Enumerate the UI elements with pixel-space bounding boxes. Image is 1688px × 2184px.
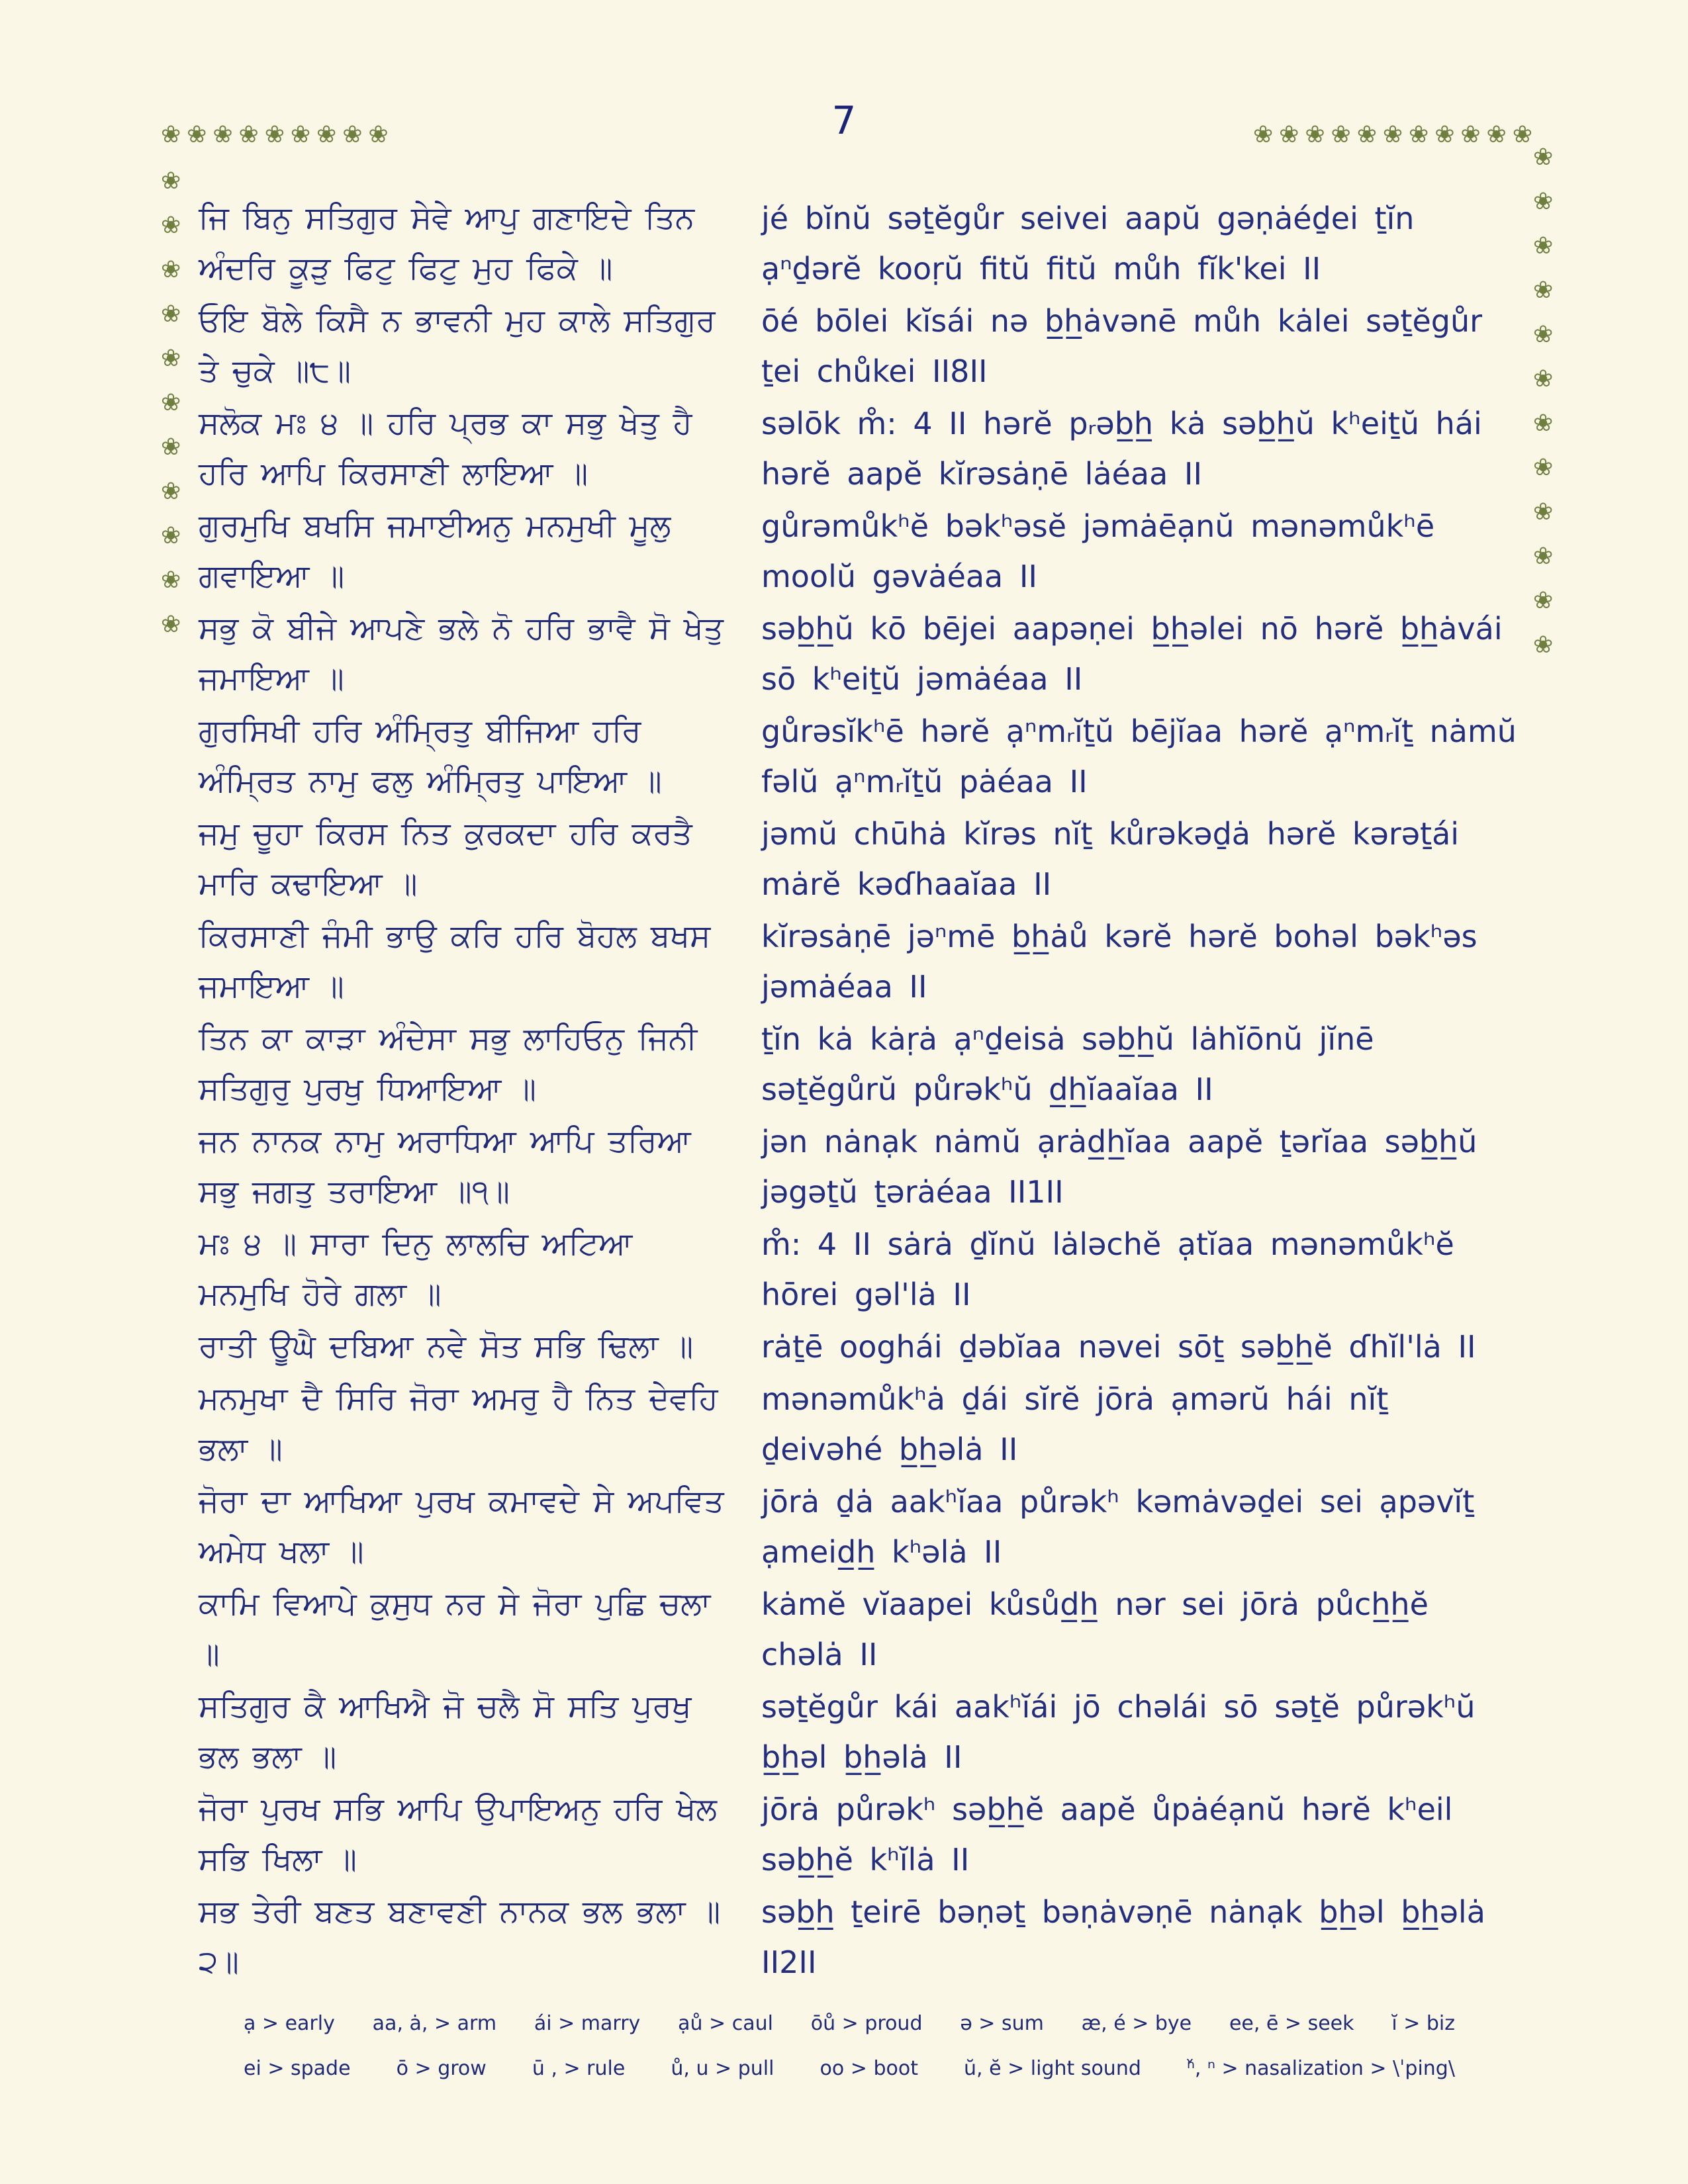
- flower-ornament-icon: ❀: [1460, 121, 1481, 148]
- flower-ornament-icon: ❀: [1486, 121, 1507, 148]
- flower-ornament-icon: ❀: [187, 121, 207, 148]
- pronunciation-key-item: ů, u > pull: [671, 2057, 774, 2080]
- roman-transliteration-verse: səb̲h̲ ṯeirē bəṇəṯ bəṇȧvəṇē nȧnạk b̲h̲əl b̲h̲əlȧ II2II: [761, 1894, 1485, 1980]
- roman-transliteration-verse: səlōk m̊: 4 II hərĕ pᵣəb̲h̲ kȧ səb̲h̲ŭ kʰeiṯŭ hái hərĕ aapĕ kĭrəsȧṇē lȧéaa II: [761, 406, 1482, 492]
- flower-ornament-icon: ❀: [1409, 121, 1429, 148]
- verse-row: [199, 1477, 1519, 1577]
- verse-row: [199, 911, 1519, 1012]
- gurmukhi-verse: ਮਃ ੪ ॥ ਸਾਰਾ ਦਿਨੁ ਲਾਲਚਿ ਅਟਿਆ ਮਨਮੁਖਿ ਹੋਰੇ ਗਲਾ ॥: [199, 1226, 633, 1312]
- gurmukhi-verse: ਕਾਮਿ ਵਿਆਪੇ ਕੁਸੁਧ ਨਰ ਸੇ ਜੋਰਾ ਪੁਛਿ ਚਲਾ ॥: [199, 1586, 711, 1672]
- flower-ornament-icon: ❀: [1512, 121, 1532, 148]
- flower-ornament-icon: ❀: [161, 167, 181, 195]
- verse-row: [199, 501, 1519, 602]
- pronunciation-key-item: oo > boot: [820, 2057, 918, 2080]
- gurmukhi-verse: ਜੋਰਾ ਦਾ ਆਖਿਆ ਪੁਰਖ ਕਮਾਵਦੇ ਸੇ ਅਪਵਿਤ ਅਮੇਧ ਖਲਾ ॥: [199, 1483, 724, 1570]
- flower-ornament-icon: ❀: [1533, 498, 1554, 525]
- flower-ornament-icon: ❀: [238, 121, 259, 148]
- roman-transliteration-verse: rȧṯē ooghái ḏəbĭaa nəvei sōṯ səb̲h̲ĕ ɗhĭl'lȧ II: [761, 1329, 1476, 1365]
- ornament-column-left: [161, 169, 181, 637]
- flower-ornament-icon: ❀: [316, 121, 337, 148]
- flower-ornament-icon: ❀: [1533, 454, 1554, 481]
- verse-row: [199, 193, 1519, 294]
- pronunciation-key-row-1: [244, 2012, 1455, 2035]
- pronunciation-key-item: æ, é > bye: [1081, 2012, 1192, 2035]
- ornament-column-right: [1533, 146, 1553, 657]
- roman-transliteration-verse: ōé bōlei kĭsái nə b̲h̲ȧvənē můh kȧlei səṯĕgůr ṯei chůkei II8II: [761, 303, 1483, 389]
- flower-ornament-icon: ❀: [1356, 121, 1377, 148]
- roman-transliteration-verse: m̊: 4 II sȧrȧ ḏĭnŭ lȧləchĕ ạtĭaa mənəmůkʰĕ hōrei gəl'lȧ II: [761, 1226, 1454, 1312]
- verse-row: [199, 1579, 1519, 1680]
- flower-ornament-icon: ❀: [1253, 121, 1274, 148]
- pronunciation-key-item: ạů > caul: [678, 2012, 773, 2035]
- flower-ornament-icon: ❀: [1434, 121, 1455, 148]
- flower-ornament-icon: ❀: [161, 212, 181, 239]
- gurmukhi-verse: ਤਿਨ ਕਾ ਕਾੜਾ ਅੰਦੇਸਾ ਸਭੁ ਲਾਹਿਓਨੁ ਜਿਨੀ ਸਤਿਗੁਰੁ ਪੁਰਖੁ ਧਿਆਇਆ ॥: [199, 1021, 698, 1107]
- flower-ornament-icon: ❀: [161, 611, 181, 638]
- flower-ornament-icon: ❀: [161, 256, 181, 283]
- gurmukhi-verse: ਜੋਰਾ ਪੁਰਖ ਸਭਿ ਆਪਿ ਉਪਾਇਅਨੁ ਹਰਿ ਖੇਲ ਸਭਿ ਖਿਲਾ ॥: [199, 1791, 718, 1878]
- roman-transliteration-verse: gůrəsĭkʰē hərĕ ạⁿmᵣĭṯŭ bējĭaa hərĕ ạⁿmᵣĭṯ nȧmŭ fəlŭ ạⁿmᵣĭṯŭ pȧéaa II: [761, 713, 1517, 799]
- roman-transliteration-verse: ṯĭn kȧ kȧṛȧ ạⁿḏeisȧ səb̲h̲ŭ lȧhĭōnŭ jĭnē səṯĕgůrŭ půrəkʰŭ d̲h̲ĭaaĭaa II: [761, 1021, 1374, 1107]
- flower-ornament-icon: ❀: [1533, 277, 1554, 304]
- pronunciation-key-item: ạ > early: [244, 2012, 335, 2035]
- verse-row: [199, 1219, 1519, 1320]
- gurmukhi-verse: ਜਮੁ ਚੂਹਾ ਕਿਰਸ ਨਿਤ ਕੁਰਕਦਾ ਹਰਿ ਕਰਤੈ ਮਾਰਿ ਕਢਾਇਆ ॥: [199, 815, 692, 902]
- pronunciation-key-item: ⁿ̌, ⁿ > nasalization > \ˈping\: [1186, 2057, 1455, 2080]
- flower-ornament-icon: ❀: [161, 121, 181, 148]
- pronunciation-key-item: ōů > proud: [810, 2012, 923, 2035]
- flower-ornament-icon: ❀: [1331, 121, 1351, 148]
- flower-ornament-icon: ❀: [161, 433, 181, 461]
- gurmukhi-verse: ਗੁਰਸਿਖੀ ਹਰਿ ਅੰਮ੍ਰਿਤੁ ਬੀਜਿਆ ਹਰਿ ਅੰਮ੍ਰਿਤ ਨਾਮੁ ਫਲੁ ਅੰਮ੍ਰਿਤੁ ਪਾਇਆ ॥: [199, 713, 662, 799]
- pronunciation-key-row-2: [244, 2057, 1455, 2080]
- verse-row: [199, 1784, 1519, 1885]
- verse-row: [199, 1014, 1519, 1115]
- verse-row: [199, 296, 1519, 396]
- flower-ornament-icon: ❀: [161, 478, 181, 505]
- flower-ornament-icon: ❀: [1533, 365, 1554, 392]
- verse-row: [199, 1322, 1519, 1372]
- roman-transliteration-verse: mənəmůkʰȧ ḏái sĭrĕ jōrȧ ạmərŭ hái nĭṯ ḏeivəhé b̲h̲əlȧ II: [761, 1381, 1389, 1467]
- flower-ornament-icon: ❀: [1305, 121, 1325, 148]
- flower-ornament-icon: ❀: [1279, 121, 1299, 148]
- pronunciation-key-item: ō > grow: [396, 2057, 487, 2080]
- flower-ornament-icon: ❀: [212, 121, 233, 148]
- verse-row: [199, 706, 1519, 807]
- roman-transliteration-verse: gůrəmůkʰĕ bəkʰəsĕ jəmȧēạnŭ mənəmůkʰē moolŭ gəvȧéaa II: [761, 508, 1435, 594]
- flower-ornament-icon: ❀: [161, 345, 181, 372]
- verse-row: [199, 1887, 1519, 1987]
- flower-ornament-icon: ❀: [264, 121, 285, 148]
- verse-list: [199, 193, 1519, 1989]
- pronunciation-key-item: ee, ē > seek: [1229, 2012, 1354, 2035]
- flower-ornament-icon: ❀: [161, 567, 181, 594]
- pronunciation-key-item: aa, ȧ, > arm: [372, 2012, 497, 2035]
- gurmukhi-verse: ਰਾਤੀ ਊਘੈ ਦਬਿਆ ਨਵੇ ਸੋਤ ਸਭਿ ਢਿਲਾ ॥: [199, 1328, 694, 1365]
- ornament-row-top-left: [161, 123, 389, 147]
- roman-transliteration-verse: jəmŭ chūhȧ kĭrəs nĭṯ kůrəkəḏȧ hərĕ kərəṯái mȧrĕ kəɗhaaĭaa II: [761, 816, 1460, 902]
- flower-ornament-icon: ❀: [161, 300, 181, 328]
- gurmukhi-verse: ਸਤਿਗੁਰ ਕੈ ਆਖਿਐ ਜੋ ਚਲੈ ਸੋ ਸਤਿ ਪੁਰਖੁ ਭਲ ਭਲਾ ॥: [199, 1688, 692, 1775]
- verse-row: [199, 1374, 1519, 1475]
- roman-transliteration-verse: kĭrəsȧṇē jəⁿmē b̲h̲ȧů kərĕ hərĕ bohəl bəkʰəs jəmȧéaa II: [761, 919, 1477, 1005]
- roman-transliteration-verse: səṯĕgůr kái aakʰĭái jō chəlái sō səṯĕ půrəkʰŭ b̲h̲əl b̲h̲əlȧ II: [761, 1689, 1476, 1775]
- verse-row: [199, 398, 1519, 499]
- flower-ornament-icon: ❀: [1382, 121, 1403, 148]
- verse-row: [199, 1116, 1519, 1217]
- pronunciation-key-item: ái > marry: [534, 2012, 641, 2035]
- flower-ornament-icon: ❀: [1533, 631, 1554, 659]
- gurmukhi-verse: ਗੁਰਮੁਖਿ ਬਖਸਿ ਜਮਾਈਅਨੁ ਮਨਮੁਖੀ ਮੂਲੁ ਗਵਾਇਆ ॥: [199, 508, 671, 594]
- flower-ornament-icon: ❀: [1533, 321, 1554, 348]
- pronunciation-key-item: ū , > rule: [532, 2057, 626, 2080]
- gurmukhi-verse: ਸਭੁ ਕੋ ਬੀਜੇ ਆਪਣੇ ਭਲੇ ਨੋ ਹਰਿ ਭਾਵੈ ਸੋ ਖੇਤੁ ਜਮਾਇਆ ॥: [199, 610, 724, 697]
- roman-transliteration-verse: jōrȧ ḏȧ aakʰĭaa půrəkʰ kəmȧvəḏei sei ạpəvĭṯ ạmeid̲h̲ kʰəlȧ II: [761, 1484, 1475, 1570]
- gurmukhi-verse: ਸਭ ਤੇਰੀ ਬਣਤ ਬਣਾਵਣੀ ਨਾਨਕ ਭਲ ਭਲਾ ॥੨॥: [199, 1893, 721, 1980]
- gurmukhi-verse: ਮਨਮੁਖਾ ਦੈ ਸਿਰਿ ਜੋਰਾ ਅਮਰੁ ਹੈ ਨਿਤ ਦੇਵਹਿ ਭਲਾ ॥: [199, 1381, 718, 1467]
- flower-ornament-icon: ❀: [1533, 543, 1554, 570]
- flower-ornament-icon: ❀: [161, 522, 181, 549]
- gurmukhi-verse: ਕਿਰਸਾਣੀ ਜੰਮੀ ਭਾਉ ਕਰਿ ਹਰਿ ਬੋਹਲ ਬਖਸ ਜਮਾਇਆ ॥: [199, 918, 711, 1005]
- flower-ornament-icon: ❀: [1533, 144, 1554, 171]
- verse-row: [199, 809, 1519, 909]
- gurmukhi-verse: ਜਿ ਬਿਨੁ ਸਤਿਗੁਰ ਸੇਵੇ ਆਪੁ ਗਣਾਇਦੇ ਤਿਨ ਅੰਦਰਿ ਕੂੜੁ ਫਿਟੁ ਫਿਟੁ ਮੁਹ ਫਿਕੇ ॥: [199, 200, 695, 287]
- roman-transliteration-verse: jən nȧnạk nȧmŭ ạrȧd̲h̲ĭaa aapĕ ṯərĭaa səb̲h̲ŭ jəgəṯŭ ṯərȧéaa II1II: [761, 1124, 1477, 1210]
- gurmukhi-verse: ਜਨ ਨਾਨਕ ਨਾਮੁ ਅਰਾਧਿਆ ਆਪਿ ਤਰਿਆ ਸਭੁ ਜਗਤੁ ਤਰਾਇਆ ॥੧॥: [199, 1123, 691, 1210]
- gurmukhi-verse: ਓਇ ਬੋਲੇ ਕਿਸੈ ਨ ਭਾਵਨੀ ਮੁਹ ਕਾਲੇ ਸਤਿਗੁਰ ਤੇ ਚੁਕੇ ॥੮॥: [199, 302, 716, 389]
- gurmukhi-verse: ਸਲੋਕ ਮਃ ੪ ॥ ਹਰਿ ਪ੍ਰਭ ਕਾ ਸਭੁ ਖੇਤੁ ਹੈ ਹਰਿ ਆਪਿ ਕਿਰਸਾਣੀ ਲਾਇਆ ॥: [199, 405, 692, 492]
- verse-row: [199, 604, 1519, 704]
- roman-transliteration-verse: kȧmĕ vĭaapei kůsůd̲h̲ nər sei jōrȧ půch̲h̲ĕ chəlȧ II: [761, 1586, 1429, 1672]
- pronunciation-key-item: ə > sum: [960, 2012, 1044, 2035]
- flower-ornament-icon: ❀: [1533, 188, 1554, 215]
- roman-transliteration-verse: jé bĭnŭ səṯĕgůr seivei aapŭ gəṇȧéḏei ṯĭn ạⁿḏərĕ kooṛŭ fitŭ fitŭ můh fĭk'kei II: [761, 201, 1415, 287]
- flower-ornament-icon: ❀: [1533, 410, 1554, 437]
- roman-transliteration-verse: jōrȧ půrəkʰ səb̲h̲ĕ aapĕ ůpȧéạnŭ hərĕ kʰeil səb̲h̲ĕ kʰĭlȧ II: [761, 1792, 1453, 1878]
- flower-ornament-icon: ❀: [368, 121, 389, 148]
- pronunciation-key-item: ĭ > biz: [1391, 2012, 1455, 2035]
- flower-ornament-icon: ❀: [161, 389, 181, 416]
- flower-ornament-icon: ❀: [290, 121, 311, 148]
- flower-ornament-icon: ❀: [1533, 587, 1554, 614]
- roman-transliteration-verse: səb̲h̲ŭ kō bējei aapəṇei b̲h̲əlei nō hərĕ b̲h̲ȧvái sō kʰeiṯŭ jəmȧéaa II: [761, 611, 1503, 697]
- verse-row: [199, 1682, 1519, 1782]
- ornament-row-top-right: [1253, 123, 1532, 147]
- pronunciation-key-item: ei > spade: [244, 2057, 351, 2080]
- pronunciation-key-item: ŭ, ĕ > light sound: [964, 2057, 1141, 2080]
- flower-ornament-icon: ❀: [1533, 232, 1554, 259]
- flower-ornament-icon: ❀: [342, 121, 363, 148]
- page-number: 7: [831, 98, 857, 143]
